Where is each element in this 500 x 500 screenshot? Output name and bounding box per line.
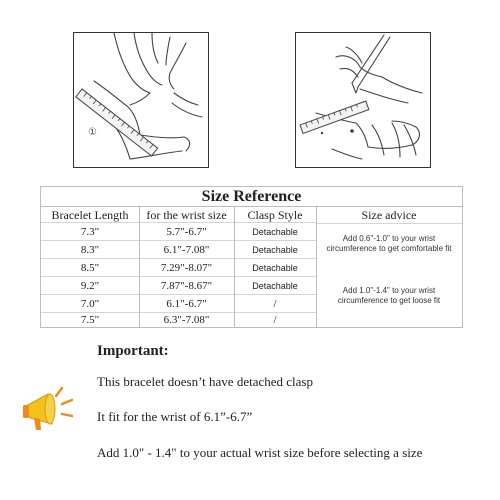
cell-clasp: / (234, 294, 316, 313)
marking-tape-with-pen-icon (296, 33, 430, 167)
important-heading: Important: (97, 343, 169, 359)
wrist-measuring-illustration (73, 32, 209, 168)
advice-loose-fit: Add 1.0"-1.4" to your wrist circumference to get loose fit (337, 286, 441, 305)
cell-clasp: / (234, 312, 316, 328)
column-divider (234, 206, 235, 327)
cell-length: 9.2" (41, 276, 139, 295)
note-add-size: Add 1.0" - 1.4" to your actual wrist size before selecting a size (97, 445, 423, 460)
megaphone-icon (22, 384, 80, 434)
cell-wrist: 6.1"-6.7" (139, 294, 234, 313)
step-number-label: ① (88, 127, 97, 138)
header-clasp-style: Clasp Style (234, 206, 316, 223)
cell-clasp: Detachable (234, 222, 316, 241)
cell-length: 8.5" (41, 258, 139, 277)
column-divider (316, 206, 317, 327)
header-wrist-size: for the wrist size (139, 206, 234, 223)
note-no-detached-clasp: This bracelet doesn’t have detached clasp (97, 374, 313, 389)
cell-wrist: 5.7"-6.7" (139, 222, 234, 241)
cell-wrist: 6.1"-7.08" (139, 240, 234, 259)
table-title: Size Reference (201, 188, 302, 205)
note-wrist-fit: It fit for the wrist of 6.1”-6.7” (97, 409, 253, 424)
size-reference-table (40, 186, 463, 328)
header-bracelet-length: Bracelet Length (41, 206, 139, 223)
cell-length: 8.3" (41, 240, 139, 259)
cell-clasp: Detachable (234, 258, 316, 277)
advice-comfortable-fit: Add 0.6"-1.0" to your wrist circumference to get comfortable fit (326, 234, 452, 253)
cell-wrist: 6.3"-7.08" (139, 312, 234, 328)
tape-marking-illustration (295, 32, 431, 168)
size-advice-cell (316, 223, 462, 328)
cell-length: 7.5" (41, 312, 139, 328)
hand-measuring-wrist-icon (74, 33, 208, 167)
cell-length: 7.3" (41, 222, 139, 241)
cell-clasp: Detachable (234, 276, 316, 295)
header-size-advice: Size advice (316, 206, 462, 223)
cell-wrist: 7.87"-8.67" (139, 276, 234, 295)
column-divider (139, 206, 140, 327)
cell-wrist: 7.29"-8.07" (139, 258, 234, 277)
cell-clasp: Detachable (234, 240, 316, 259)
cell-length: 7.0" (41, 294, 139, 313)
